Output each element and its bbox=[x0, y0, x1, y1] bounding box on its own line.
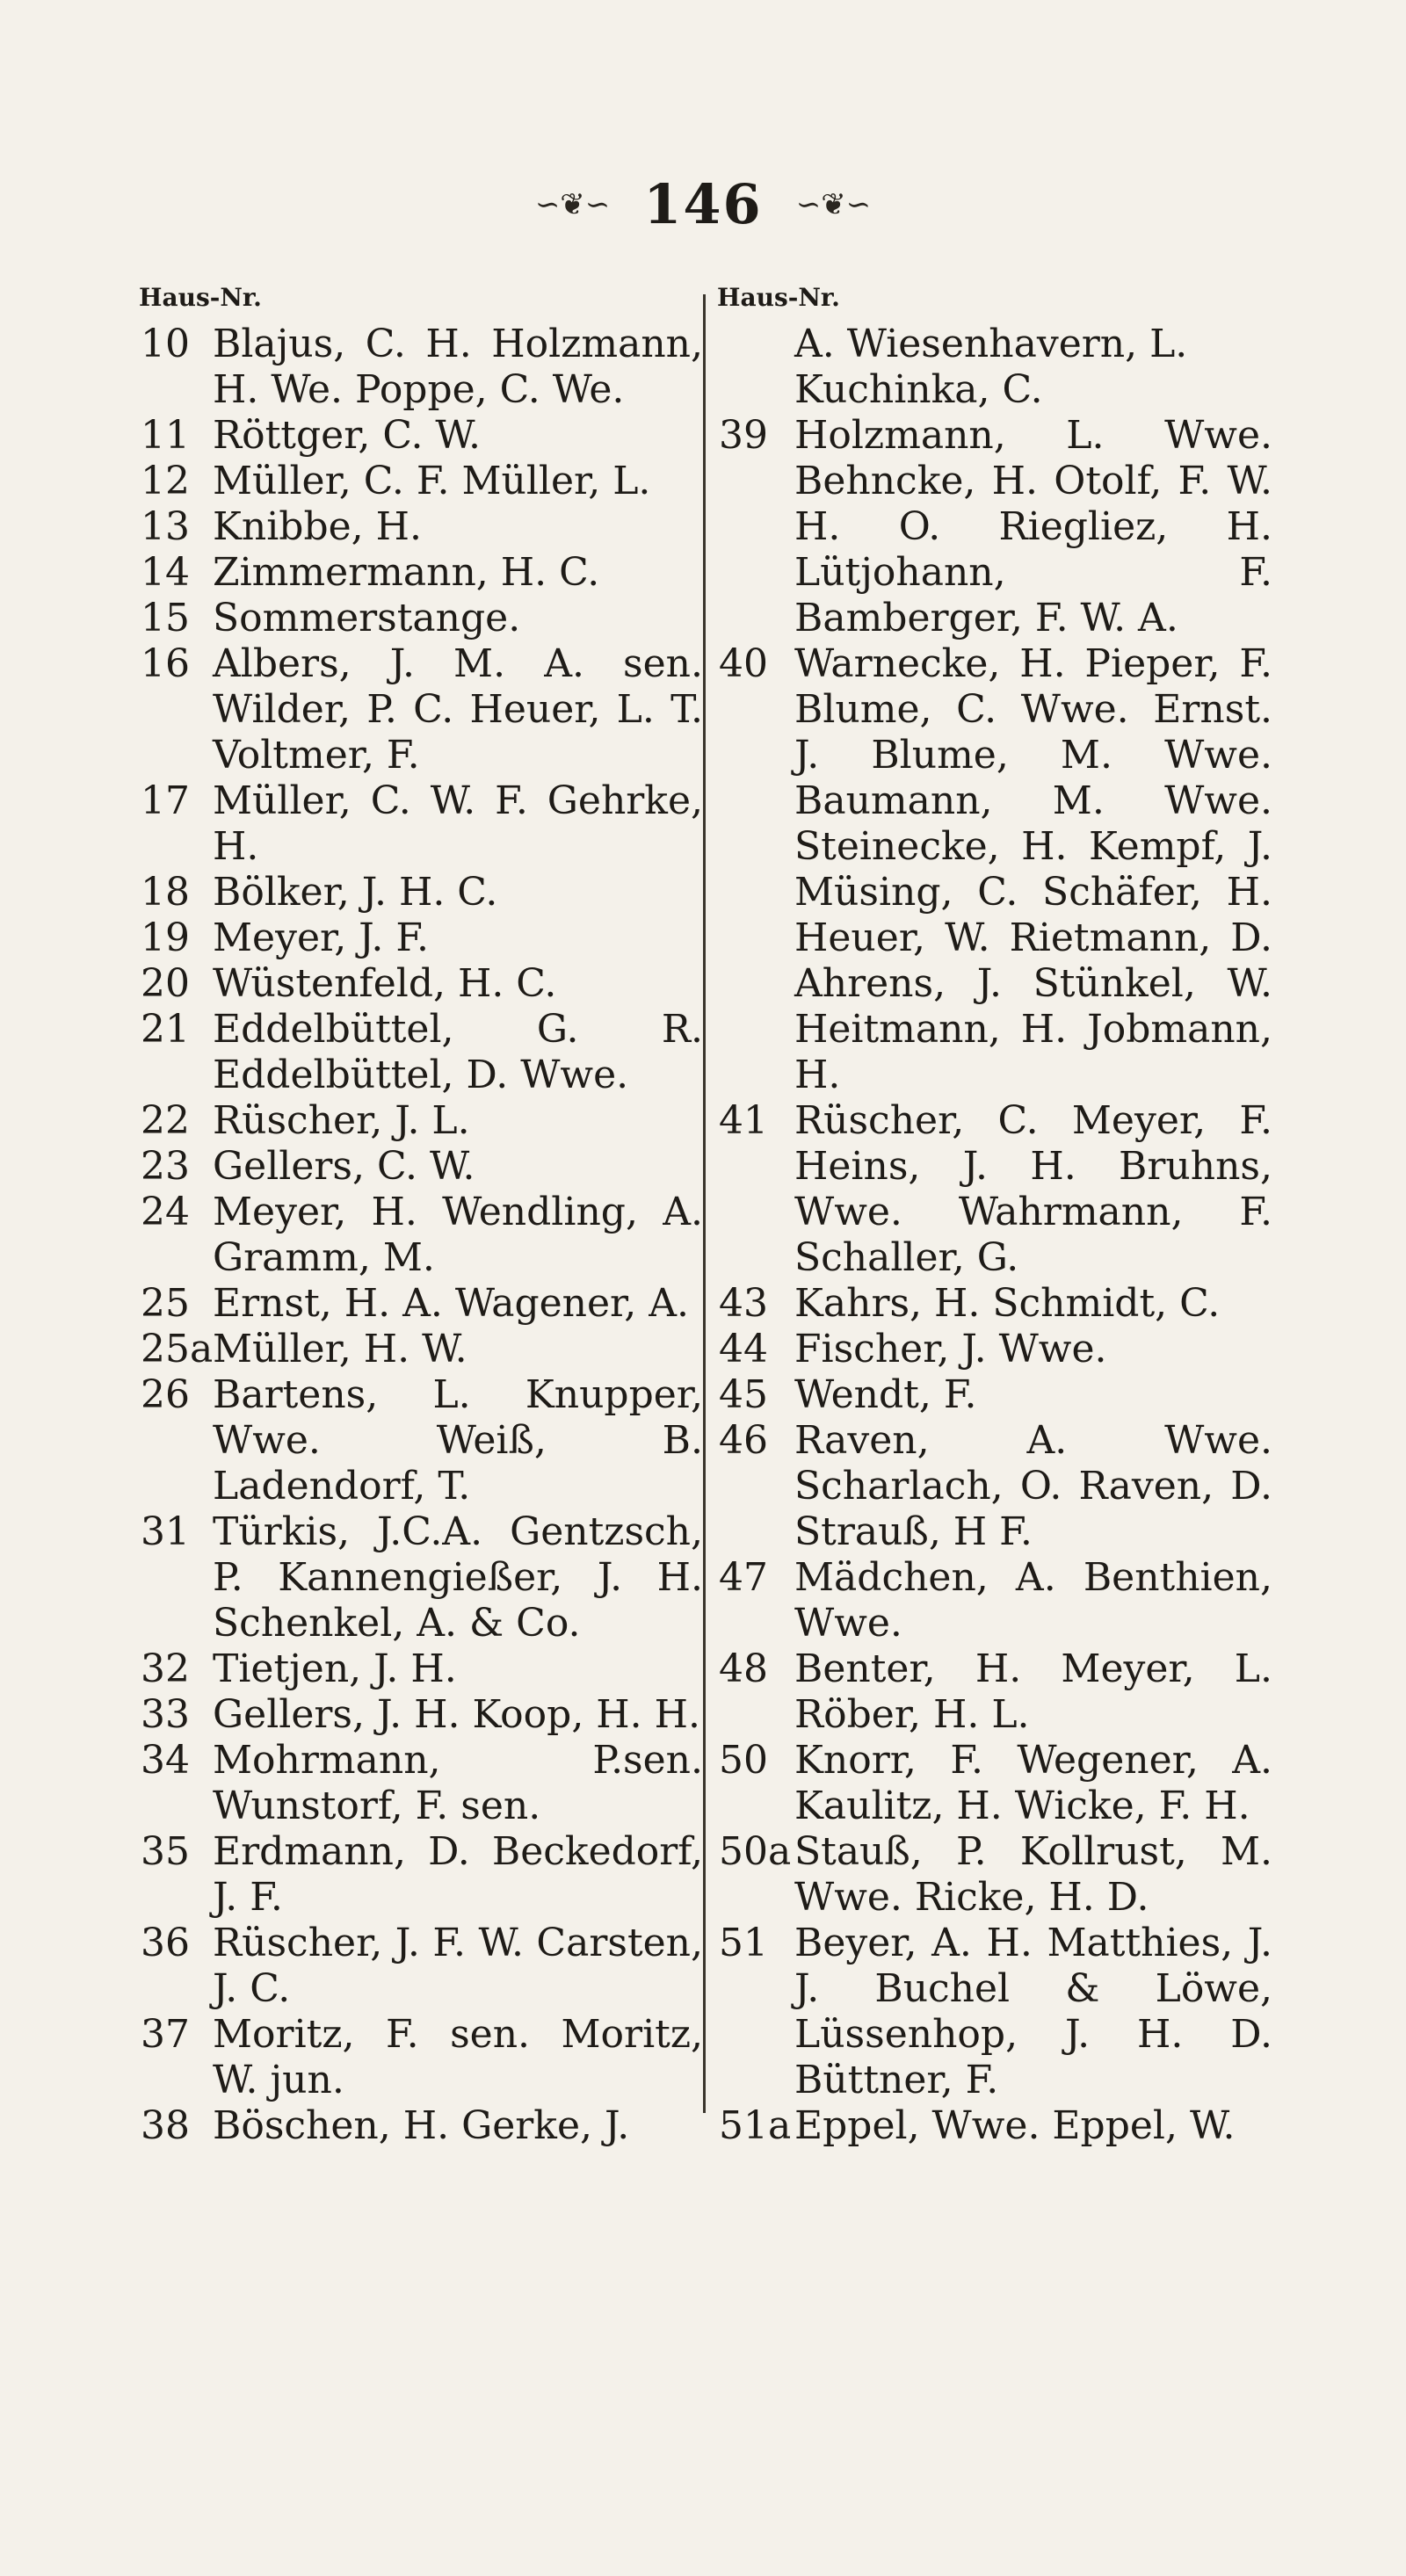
list-item bbox=[141, 504, 703, 550]
house-number: 43 bbox=[719, 1281, 768, 1326]
list-item bbox=[141, 915, 703, 961]
house-number: 40 bbox=[719, 641, 768, 686]
resident-names: Müller, C. F. Müller, L. bbox=[213, 459, 651, 503]
resident-names: Moritz, F. sen. Moritz, W. jun. bbox=[213, 2012, 703, 2102]
right-continuation: A. Wiesenhavern, L. Kuchinka, C. bbox=[794, 322, 1188, 412]
house-number: 17 bbox=[141, 778, 190, 823]
house-number: 39 bbox=[719, 413, 768, 458]
house-number: 15 bbox=[141, 596, 190, 640]
resident-names: Fischer, J. Wwe. bbox=[794, 1327, 1107, 1371]
resident-names: Wüstenfeld, H. C. bbox=[213, 961, 557, 1006]
list-item bbox=[719, 1921, 1272, 2103]
list-item bbox=[141, 1281, 703, 1327]
house-number: 24 bbox=[141, 1190, 190, 1234]
list-item bbox=[141, 1372, 703, 1509]
list-item bbox=[719, 1098, 1272, 1281]
list-item bbox=[141, 596, 703, 641]
list-item bbox=[141, 1007, 703, 1098]
list-item bbox=[719, 1646, 1272, 1738]
house-number: 25 bbox=[141, 1281, 190, 1326]
list-item bbox=[719, 1418, 1272, 1555]
resident-names: Müller, C. W. F. Gehrke, H. bbox=[213, 778, 703, 869]
resident-names: Mädchen, A. Benthien, Wwe. bbox=[794, 1555, 1272, 1646]
house-number: 50 bbox=[719, 1738, 768, 1783]
list-item bbox=[719, 641, 1272, 1098]
house-number: 35 bbox=[141, 1829, 190, 1874]
list-item bbox=[141, 1190, 703, 1281]
list-item bbox=[719, 413, 1272, 641]
resident-names: Raven, A. Wwe. Scharlach, O. Raven, D. Strauß, H F. bbox=[794, 1418, 1272, 1554]
list-item bbox=[719, 1372, 1272, 1418]
house-number: 51a bbox=[719, 2103, 792, 2148]
list-item bbox=[141, 1829, 703, 1921]
resident-names: Rüscher, J. L. bbox=[213, 1098, 470, 1143]
list-item bbox=[719, 1555, 1272, 1646]
resident-names: Meyer, J. F. bbox=[213, 915, 430, 960]
house-number: 50a bbox=[719, 1829, 792, 1874]
list-item bbox=[141, 1646, 703, 1692]
resident-names: Tietjen, J. H. bbox=[213, 1646, 457, 1691]
house-number: 23 bbox=[141, 1144, 190, 1189]
resident-names: Gellers, J. H. Koop, H. H. bbox=[213, 1692, 701, 1737]
house-number: 45 bbox=[719, 1372, 768, 1417]
list-item bbox=[141, 1921, 703, 2012]
resident-names: Benter, H. Meyer, L. Röber, H. L. bbox=[794, 1646, 1272, 1737]
list-item bbox=[719, 1327, 1272, 1372]
list-item bbox=[141, 1738, 703, 1829]
house-number: 11 bbox=[141, 413, 190, 458]
house-number: 31 bbox=[141, 1509, 190, 1554]
resident-names: Röttger, C. W. bbox=[213, 413, 481, 458]
house-number: 33 bbox=[141, 1692, 190, 1737]
house-number: 18 bbox=[141, 870, 190, 915]
resident-names: Stauß, P. Kollrust, M. Wwe. Ricke, H. D. bbox=[794, 1829, 1272, 1920]
house-number: 26 bbox=[141, 1372, 190, 1417]
list-item bbox=[141, 1327, 703, 1372]
resident-names: Wendt, F. bbox=[794, 1372, 977, 1417]
list-item bbox=[719, 1281, 1272, 1327]
house-number: 51 bbox=[719, 1921, 768, 1965]
resident-names: Meyer, H. Wendling, A. Gramm, M. bbox=[213, 1190, 703, 1280]
list-item bbox=[141, 1692, 703, 1738]
resident-names: Bartens, L. Knupper, Wwe. Weiß, B. Ladendorf, T. bbox=[213, 1372, 703, 1509]
ornament-right-icon: ∽❦∽ bbox=[795, 186, 872, 222]
left-column-label: Haus-Nr. bbox=[139, 283, 262, 312]
house-number: 48 bbox=[719, 1646, 768, 1691]
column-divider bbox=[703, 294, 706, 2113]
resident-names: Eppel, Wwe. Eppel, W. bbox=[794, 2103, 1236, 2148]
resident-names: Rüscher, J. F. W. Carsten, J. C. bbox=[213, 1921, 703, 2011]
house-number: 34 bbox=[141, 1738, 190, 1783]
house-number: 32 bbox=[141, 1646, 190, 1691]
resident-names: Böschen, H. Gerke, J. bbox=[213, 2103, 630, 2148]
resident-names: Rüscher, C. Meyer, F. Heins, J. H. Bruhns, Wwe. Wahrmann, F. Schaller, G. bbox=[794, 1098, 1272, 1280]
house-number: 21 bbox=[141, 1007, 190, 1052]
resident-names: Knibbe, H. bbox=[213, 504, 422, 549]
list-item bbox=[141, 459, 703, 504]
house-number: 36 bbox=[141, 1921, 190, 1965]
ornament-left-icon: ∽❦∽ bbox=[534, 186, 611, 222]
house-number: 25a bbox=[141, 1327, 214, 1371]
resident-names: Ernst, H. A. Wagener, A. bbox=[213, 1281, 689, 1326]
list-item bbox=[141, 870, 703, 915]
house-number: 37 bbox=[141, 2012, 190, 2057]
house-number: 20 bbox=[141, 961, 190, 1006]
right-column bbox=[719, 283, 1272, 2149]
resident-names: Warnecke, H. Pieper, F. Blume, C. Wwe. Ernst. J. Blume, M. Wwe. Baumann, M. Wwe. Steinecke, H. Kempf, J. Müsing, C. Schäfer, H. Heuer, W. Rietmann, D. Ahrens, J. Stünkel, W. Heitmann, H. Jobmann, H. bbox=[794, 641, 1272, 1097]
house-number: 22 bbox=[141, 1098, 190, 1143]
list-item bbox=[141, 550, 703, 596]
resident-names: Mohrmann, P.sen. Wunstorf, F. sen. bbox=[213, 1738, 703, 1828]
page-number: 146 bbox=[643, 172, 763, 236]
list-item bbox=[141, 778, 703, 870]
resident-names: Holzmann, L. Wwe. Behncke, H. Otolf, F. W. H. O. Riegliez, H. Lütjohann, F. Bamberger, F. W. A. bbox=[794, 413, 1272, 640]
house-number: 47 bbox=[719, 1555, 768, 1600]
list-item bbox=[141, 1509, 703, 1646]
list-item bbox=[141, 961, 703, 1007]
house-number: 13 bbox=[141, 504, 190, 549]
house-number: 44 bbox=[719, 1327, 768, 1371]
left-column bbox=[141, 283, 703, 2149]
house-number: 41 bbox=[719, 1098, 768, 1143]
resident-names: Beyer, A. H. Matthies, J. J. Buchel & Löwe, Lüssenhop, J. H. D. Büttner, F. bbox=[794, 1921, 1272, 2102]
house-number: 16 bbox=[141, 641, 190, 686]
house-number: 19 bbox=[141, 915, 190, 960]
resident-names: Erdmann, D. Beckedorf, J. F. bbox=[213, 1829, 703, 1920]
list-item bbox=[141, 322, 703, 413]
list-item bbox=[141, 2103, 703, 2149]
list-item bbox=[141, 413, 703, 459]
list-item bbox=[719, 1738, 1272, 1829]
left-entry-list bbox=[141, 322, 703, 2149]
right-column-label: Haus-Nr. bbox=[717, 283, 840, 312]
list-item bbox=[141, 2012, 703, 2103]
list-item bbox=[141, 1098, 703, 1144]
right-entry-list bbox=[719, 413, 1272, 2149]
resident-names: Blajus, C. H. Holzmann, H. We. Poppe, C. We. bbox=[213, 322, 703, 412]
resident-names: Albers, J. M. A. sen. Wilder, P. C. Heuer, L. T. Voltmer, F. bbox=[213, 641, 703, 778]
resident-names: Türkis, J.C.A. Gentzsch, P. Kannengießer, J. H. Schenkel, A. & Co. bbox=[213, 1509, 703, 1646]
list-item bbox=[141, 641, 703, 778]
house-number: 14 bbox=[141, 550, 190, 595]
house-number: 46 bbox=[719, 1418, 768, 1463]
resident-names: Eddelbüttel, G. R. Eddelbüttel, D. Wwe. bbox=[213, 1007, 703, 1097]
house-number: 10 bbox=[141, 322, 190, 366]
resident-names: Sommerstange. bbox=[213, 596, 521, 640]
resident-names: Müller, H. W. bbox=[213, 1327, 467, 1371]
list-item bbox=[141, 1144, 703, 1190]
resident-names: Gellers, C. W. bbox=[213, 1144, 475, 1189]
resident-names: Knorr, F. Wegener, A. Kaulitz, H. Wicke, F. H. bbox=[794, 1738, 1272, 1828]
list-item bbox=[719, 1829, 1272, 1921]
resident-names: Kahrs, H. Schmidt, C. bbox=[794, 1281, 1221, 1326]
house-number: 38 bbox=[141, 2103, 190, 2148]
list-item bbox=[719, 2103, 1272, 2149]
house-number: 12 bbox=[141, 459, 190, 503]
resident-names: Bölker, J. H. C. bbox=[213, 870, 498, 915]
resident-names: Zimmermann, H. C. bbox=[213, 550, 600, 595]
page-header bbox=[0, 172, 1406, 236]
